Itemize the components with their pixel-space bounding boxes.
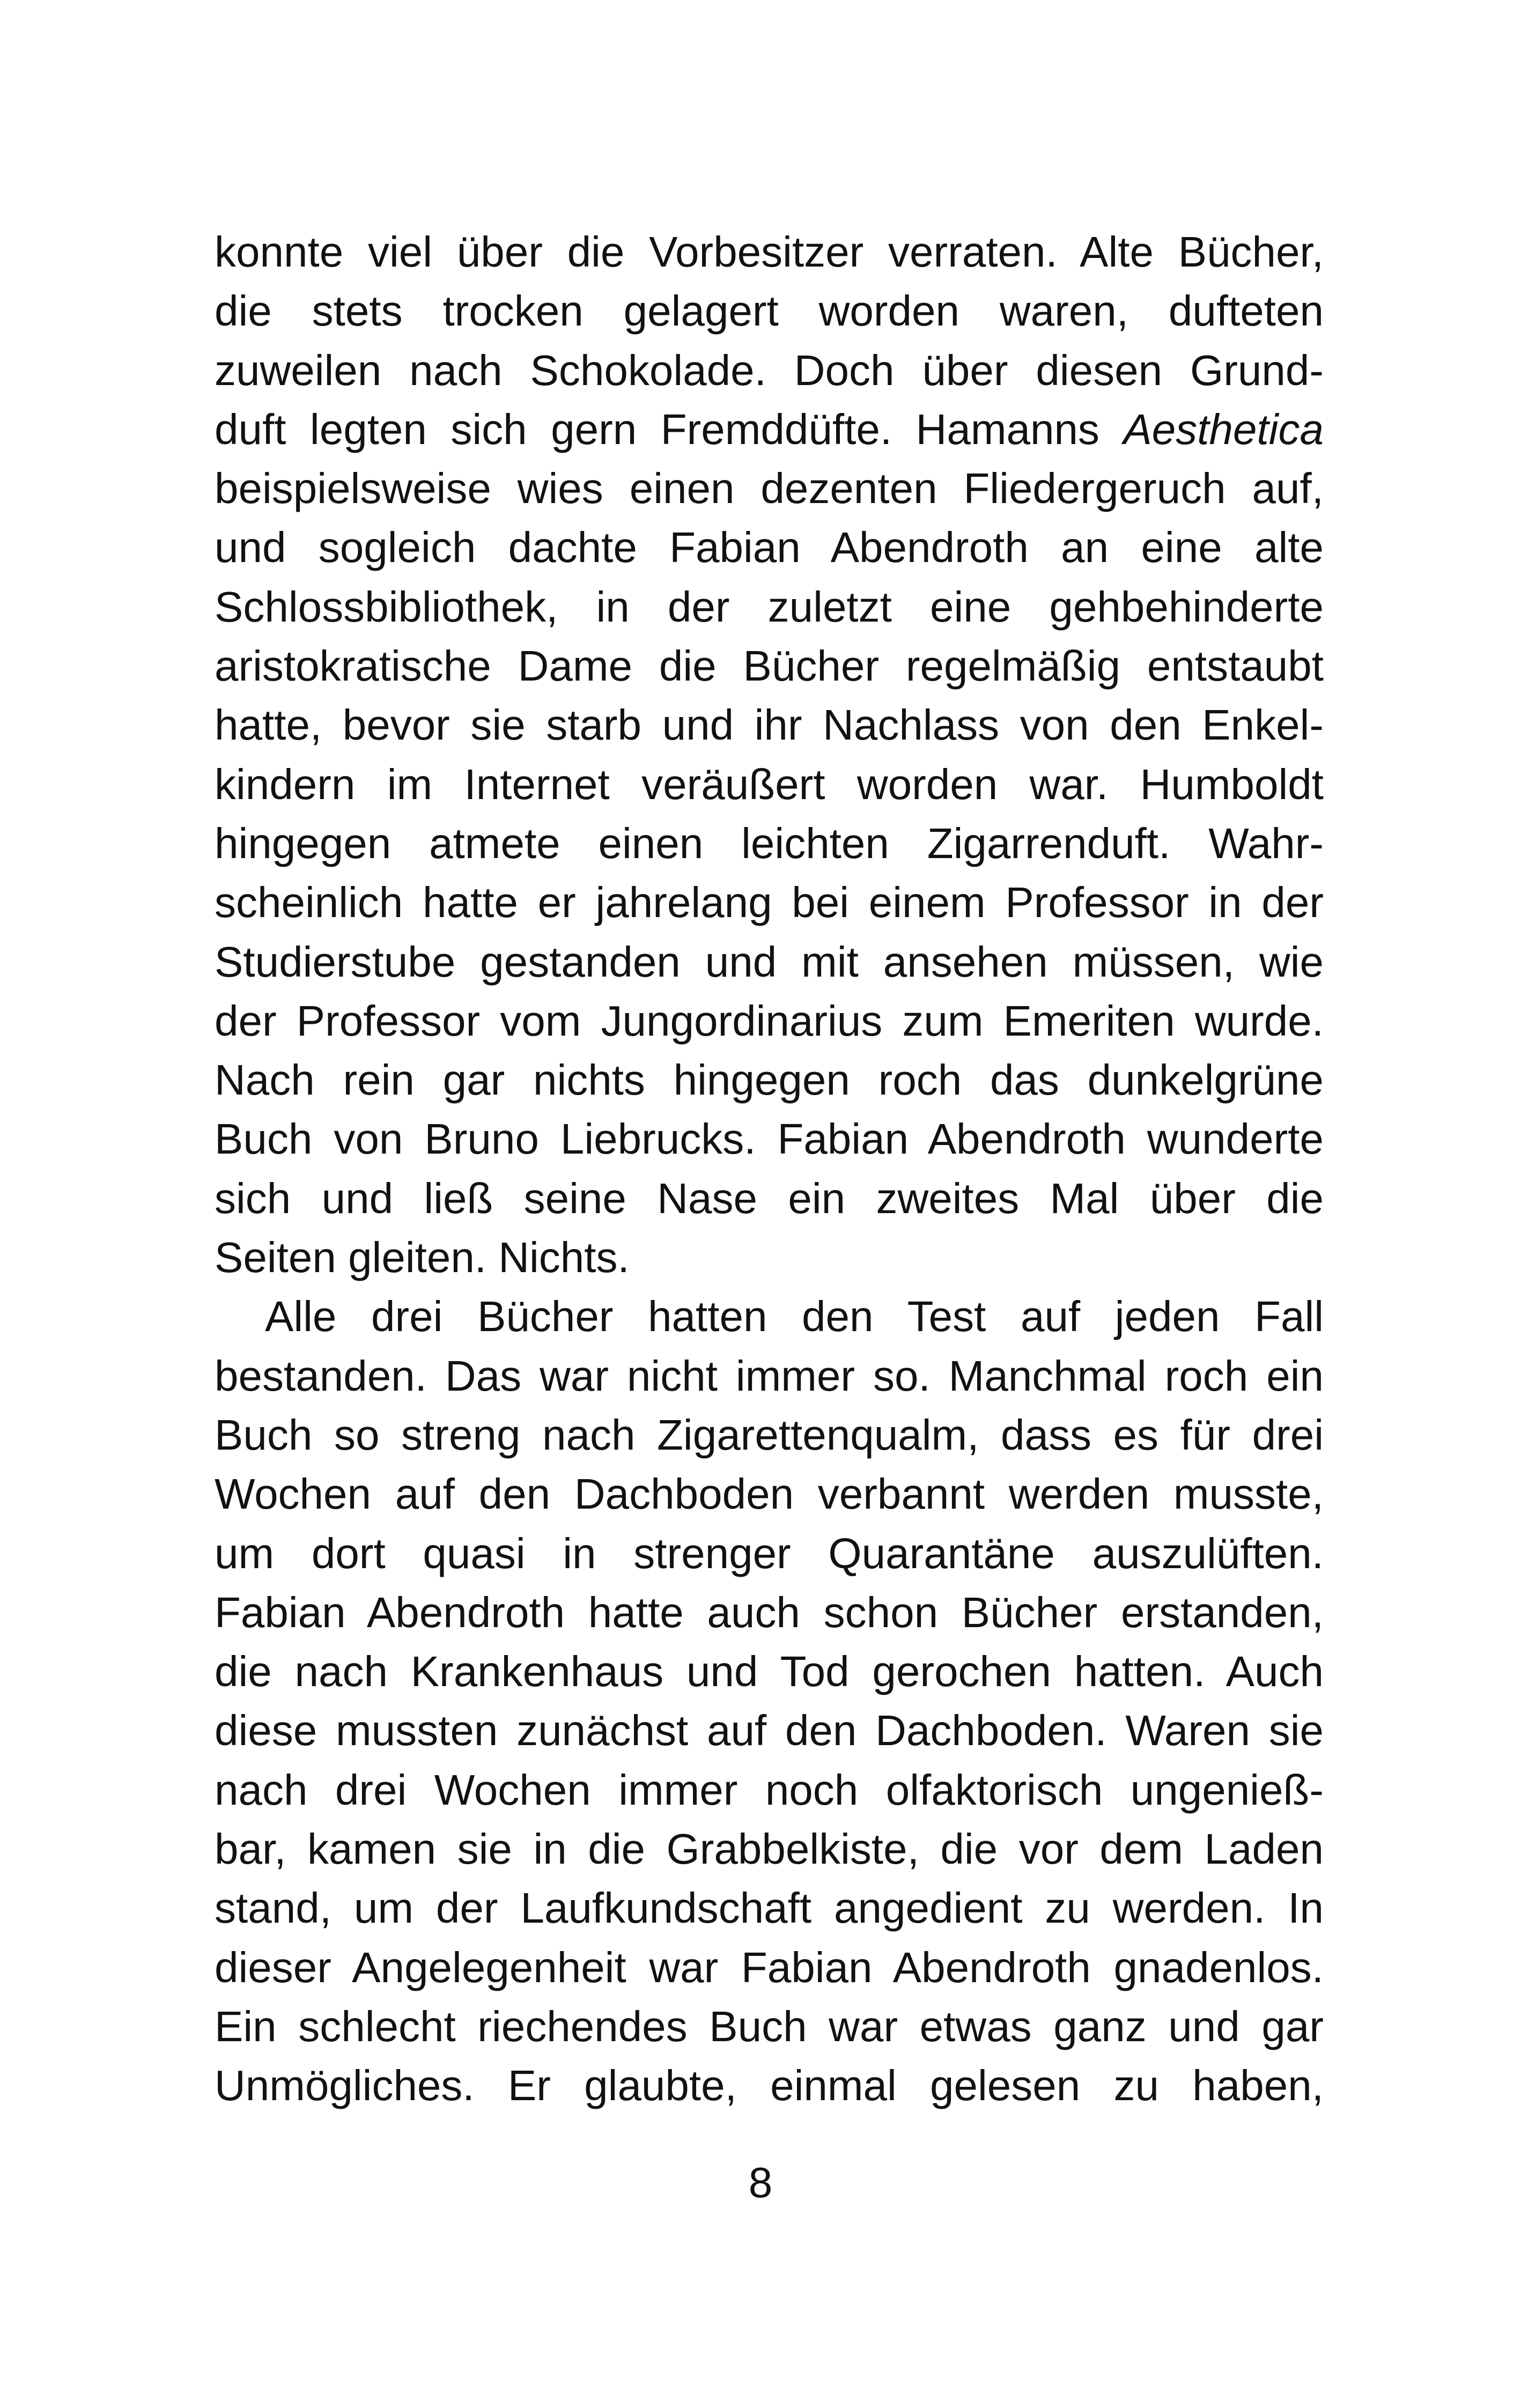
text-line [215,637,1324,696]
text-line-content: bar, kamen sie in die Grabbelkiste, die vor dem Laden [215,1825,1324,1873]
text-line [215,755,1324,814]
text-line [215,1051,1324,1110]
text-line [215,1228,1324,1287]
text-line-content: bestanden. Das war nicht immer so. Manchmal roch ein [215,1351,1324,1400]
text-line-content: Seiten gleiten. Nichts. [215,1233,630,1282]
text-line [215,933,1324,992]
text-line-content: der Professor vom Jungordinarius zum Emeriten wurde. [215,996,1324,1045]
text-line-content: diese mussten zunächst auf den Dachboden. Waren sie [215,1707,1324,1755]
text-line [215,1110,1324,1169]
text-line-content: Buch so streng nach Zigarettenqualm, dass es für drei [215,1410,1324,1459]
text-line [215,1583,1324,1642]
text-line [215,1879,1324,1938]
text-line-content: aristokratische Dame die Bücher regelmäßig entstaubt [215,642,1324,690]
italic-title: Aesthetica [1123,405,1324,453]
text-line-content: scheinlich hatte er jahrelang bei einem Professor in der [215,878,1324,927]
text-line-content: beispielsweise wies einen dezenten Fliedergeruch auf, [215,464,1324,513]
text-line-content: Fabian Abendroth hatte auch schon Bücher erstanden, [215,1588,1324,1636]
text-line-content: kindern im Internet veräußert worden war. Humboldt [215,760,1324,808]
text-line-content: Nach rein gar nichts hingegen roch das dunkelgrüne [215,1056,1324,1104]
text-line [215,578,1324,637]
text-line [215,1701,1324,1760]
text-line [215,992,1324,1051]
text-line-content: duft legten sich gern Fremddüfte. Hamanns [215,405,1124,453]
text-line [215,1761,1324,1820]
text-line [215,696,1324,755]
text-line [215,282,1324,341]
text-line [215,1169,1324,1228]
text-line-content: stand, um der Laufkundschaft angedient zu werden. In [215,1884,1324,1932]
text-line [215,873,1324,932]
text-line-content: Unmögliches. Er glaubte, einmal gelesen zu haben, [215,2062,1324,2110]
text-line-content: zuweilen nach Schokolade. Doch über diesen Grund- [215,346,1324,394]
text-line [215,814,1324,873]
text-line-content: Ein schlecht riechendes Buch war etwas ganz und gar [215,2002,1324,2050]
text-line-content: hatte, bevor sie starb und ihr Nachlass von den Enkel- [215,701,1324,749]
text-line [215,400,1324,459]
text-line-content: Buch von Bruno Liebrucks. Fabian Abendroth wunderte [215,1115,1324,1163]
text-line [215,1997,1324,2056]
page-number: 8 [748,2159,773,2206]
text-line [215,2056,1324,2115]
text-line [215,1287,1324,1346]
text-line [215,1347,1324,1406]
text-line [215,1406,1324,1465]
text-line [215,1642,1324,1701]
text-line-content: Alle drei Bücher hatten den Test auf jeden Fall [265,1292,1324,1341]
text-line [215,341,1324,400]
text-line-content: und sogleich dachte Fabian Abendroth an eine alte [215,523,1324,572]
text-line [215,518,1324,577]
text-line-content: um dort quasi in strenger Quarantäne auszulüften. [215,1529,1324,1577]
text-line-content: Wochen auf den Dachboden verbannt werden musste, [215,1470,1324,1518]
text-line [215,1820,1324,1879]
text-line [215,1465,1324,1524]
text-line-content: dieser Angelegenheit war Fabian Abendroth gnadenlos. [215,1943,1324,1991]
text-line [215,459,1324,518]
text-line-content: konnte viel über die Vorbesitzer verraten. Alte Bücher, [215,228,1324,276]
text-line-content: hingegen atmete einen leichten Zigarrenduft. Wahr- [215,819,1324,867]
text-line-content: Schlossbibliothek, in der zuletzt eine gehbehinderte [215,582,1324,631]
body-text [215,223,1324,2116]
text-line-content: die stets trocken gelagert worden waren, dufteten [215,287,1324,335]
text-line-content: die nach Krankenhaus und Tod gerochen hatten. Auch [215,1648,1324,1696]
text-line [215,223,1324,282]
text-line [215,1938,1324,1997]
text-line [215,1524,1324,1583]
text-line-content: Studierstube gestanden und mit ansehen müssen, wie [215,937,1324,986]
text-line-content: nach drei Wochen immer noch olfaktorisch ungenieß- [215,1766,1324,1814]
text-line-content: sich und ließ seine Nase ein zweites Mal über die [215,1174,1324,1222]
